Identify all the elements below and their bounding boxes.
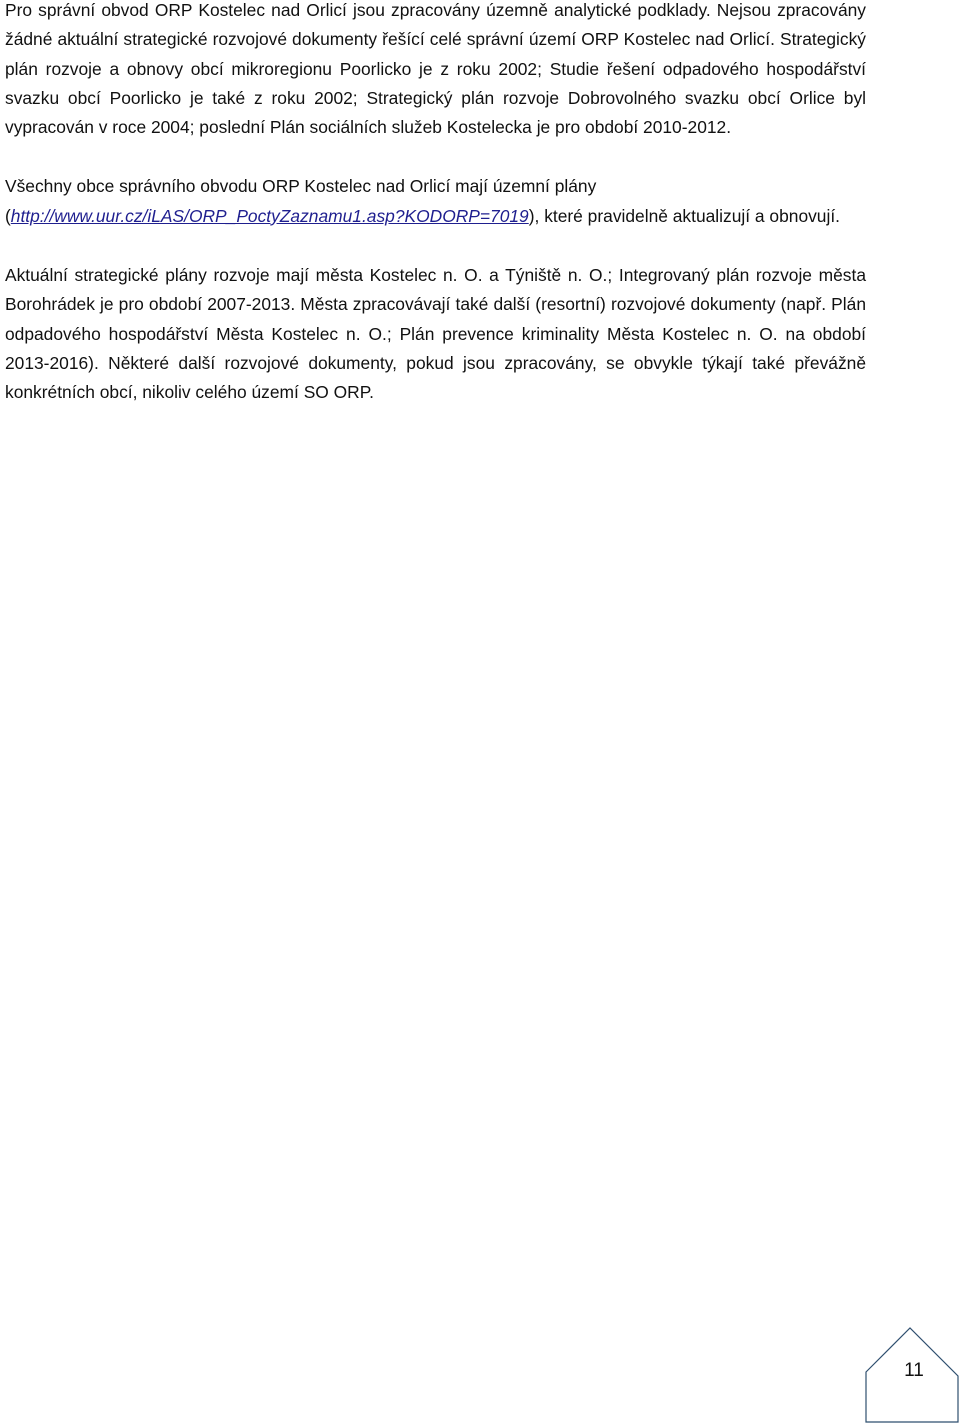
page-number-marker (862, 1326, 960, 1424)
paragraph-territorial-plans-text-before: Všechny obce správního obvodu ORP Kostelec nad Orlicí mají územní plány ( (5, 176, 597, 226)
uur-orp-link[interactable]: http://www.uur.cz/iLAS/ORP_PoctyZaznamu1.asp?KODORP=7019 (10, 205, 529, 226)
document-body (5, 0, 866, 438)
paragraph-territorial-plans (5, 172, 866, 231)
paragraph-town-plans: Aktuální strategické plány rozvoje mají města Kostelec n. O. a Týniště n. O.; Integrovaný plán rozvoje města Borohrádek je pro období 2007-2013. Města zpracovávají také další (resortní) rozvojové dokumenty (např. Plán odpadového hospodářství Města Kostelec n. O.; Plán prevence kriminality Města Kostelec n. O. na období 2013-2016). Některé další rozvojové dokumenty, pokud jsou zpracovány, se obvykle týkají také převážně konkrétních obcí, nikoliv celého území SO ORP. (5, 265, 866, 403)
paragraph-strategic-documents: Pro správní obvod ORP Kostelec nad Orlicí jsou zpracovány územně analytické podklady. Nejsou zpracovány žádné aktuální strategické rozvojové dokumenty řešící celé správní území ORP Kostelec nad Orlicí. Strategický plán rozvoje a obnovy obcí mikroregionu Poorlicko je z roku 2002; Studie řešení odpadového hospodářství svazku obcí Poorlicko je také z roku 2002; Strategický plán rozvoje Dobrovolného svazku obcí Orlice byl vypracován v roce 2004; poslední Plán sociálních služeb Kostelecka je pro období 2010-2012. (5, 0, 866, 138)
page-number: 11 (904, 1360, 924, 1381)
paragraph-territorial-plans-text-after: ), které pravidelně aktualizují a obnovují. (528, 205, 841, 226)
